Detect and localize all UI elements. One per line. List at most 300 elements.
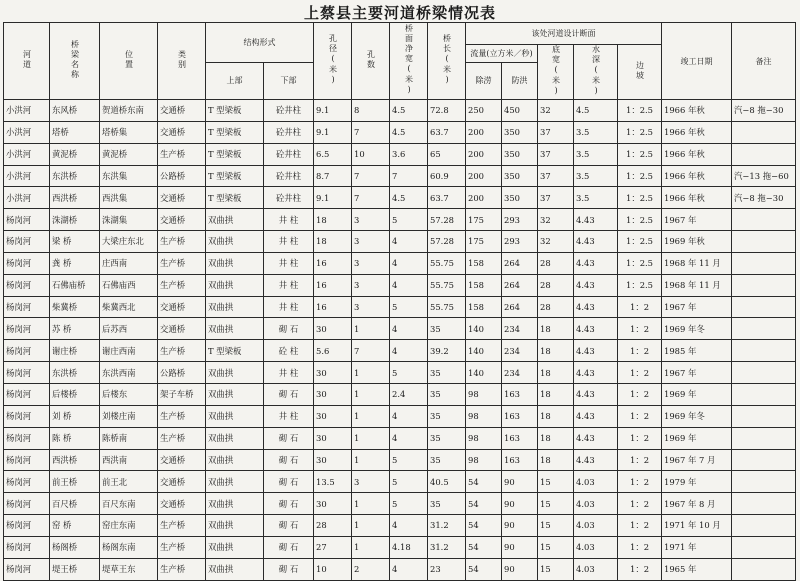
cell-drainage: 175 bbox=[466, 209, 502, 231]
cell-completion-date: 1969 年冬 bbox=[662, 405, 732, 427]
cell-lower: 井 柱 bbox=[264, 274, 314, 296]
header-structure: 结构形式 bbox=[206, 23, 314, 63]
cell-span: 16 bbox=[314, 252, 352, 274]
header-flood: 防洪 bbox=[502, 62, 538, 99]
cell-location: 黄泥桥 bbox=[100, 143, 158, 165]
cell-completion-date: 1966 年秋 bbox=[662, 121, 732, 143]
cell-completion-date: 1967 年 bbox=[662, 362, 732, 384]
header-remarks: 备注 bbox=[732, 23, 796, 100]
cell-length: 35 bbox=[428, 427, 466, 449]
cell-slope: 1：2.5 bbox=[618, 274, 662, 296]
header-drainage: 除涝 bbox=[466, 62, 502, 99]
cell-remarks bbox=[732, 405, 796, 427]
cell-completion-date: 1966 年秋 bbox=[662, 165, 732, 187]
cell-bridge-name: 东洪桥 bbox=[50, 362, 100, 384]
cell-drainage: 200 bbox=[466, 187, 502, 209]
cell-flood: 234 bbox=[502, 362, 538, 384]
cell-flood: 350 bbox=[502, 143, 538, 165]
cell-deck-width: 4 bbox=[390, 252, 428, 274]
cell-remarks bbox=[732, 340, 796, 362]
cell-deck-width: 4 bbox=[390, 318, 428, 340]
cell-flood: 293 bbox=[502, 209, 538, 231]
cell-flood: 163 bbox=[502, 427, 538, 449]
cell-upper: 双曲拱 bbox=[206, 427, 264, 449]
cell-length: 55.75 bbox=[428, 252, 466, 274]
cell-remarks bbox=[732, 231, 796, 253]
cell-span: 30 bbox=[314, 405, 352, 427]
cell-water-depth: 3.5 bbox=[574, 143, 618, 165]
cell-river: 杨岗河 bbox=[4, 340, 50, 362]
cell-slope: 1：2.5 bbox=[618, 231, 662, 253]
cell-holes: 7 bbox=[352, 187, 390, 209]
cell-deck-width: 4.5 bbox=[390, 121, 428, 143]
cell-lower: 砌 石 bbox=[264, 558, 314, 580]
cell-upper: T 型梁板 bbox=[206, 143, 264, 165]
cell-deck-width: 5 bbox=[390, 362, 428, 384]
cell-bottom-width: 32 bbox=[538, 100, 574, 122]
cell-span: 30 bbox=[314, 493, 352, 515]
cell-length: 31.2 bbox=[428, 536, 466, 558]
table-row bbox=[4, 471, 796, 493]
cell-lower: 砌 石 bbox=[264, 383, 314, 405]
cell-holes: 8 bbox=[352, 100, 390, 122]
cell-length: 35 bbox=[428, 405, 466, 427]
cell-river: 杨岗河 bbox=[4, 383, 50, 405]
cell-lower: 砌 石 bbox=[264, 471, 314, 493]
cell-water-depth: 4.43 bbox=[574, 383, 618, 405]
cell-slope: 1：2 bbox=[618, 405, 662, 427]
cell-bridge-name: 后楼桥 bbox=[50, 383, 100, 405]
table-row bbox=[4, 100, 796, 122]
cell-bottom-width: 37 bbox=[538, 187, 574, 209]
table-row bbox=[4, 340, 796, 362]
cell-slope: 1：2.5 bbox=[618, 252, 662, 274]
cell-water-depth: 4.43 bbox=[574, 405, 618, 427]
cell-slope: 1：2 bbox=[618, 493, 662, 515]
header-water-depth: 水深(米) bbox=[574, 45, 618, 100]
cell-river: 杨岗河 bbox=[4, 493, 50, 515]
cell-lower: 砼 柱 bbox=[264, 340, 314, 362]
cell-lower: 砼井柱 bbox=[264, 165, 314, 187]
cell-bottom-width: 37 bbox=[538, 165, 574, 187]
cell-bridge-name: 西洪桥 bbox=[50, 449, 100, 471]
cell-lower: 砼井柱 bbox=[264, 187, 314, 209]
cell-slope: 1：2.5 bbox=[618, 187, 662, 209]
header-flow: 流量(立方米／秒) bbox=[466, 45, 538, 63]
cell-river: 小洪河 bbox=[4, 187, 50, 209]
cell-bridge-name: 柴冀桥 bbox=[50, 296, 100, 318]
cell-drainage: 250 bbox=[466, 100, 502, 122]
cell-completion-date: 1966 年秋 bbox=[662, 100, 732, 122]
cell-upper: 双曲拱 bbox=[206, 536, 264, 558]
cell-remarks bbox=[732, 449, 796, 471]
cell-flood: 163 bbox=[502, 449, 538, 471]
bridge-table bbox=[3, 22, 796, 581]
cell-location: 西洪南 bbox=[100, 449, 158, 471]
table-row bbox=[4, 362, 796, 384]
cell-span: 13.5 bbox=[314, 471, 352, 493]
cell-remarks bbox=[732, 209, 796, 231]
cell-length: 57.28 bbox=[428, 209, 466, 231]
cell-deck-width: 4.5 bbox=[390, 187, 428, 209]
cell-bottom-width: 37 bbox=[538, 143, 574, 165]
cell-category: 生产桥 bbox=[158, 143, 206, 165]
cell-category: 交通桥 bbox=[158, 121, 206, 143]
cell-holes: 2 bbox=[352, 558, 390, 580]
table-row bbox=[4, 209, 796, 231]
cell-span: 30 bbox=[314, 427, 352, 449]
cell-location: 洙湖集 bbox=[100, 209, 158, 231]
cell-remarks: 汽−13 拖−60 bbox=[732, 165, 796, 187]
cell-water-depth: 4.43 bbox=[574, 252, 618, 274]
cell-upper: 双曲拱 bbox=[206, 405, 264, 427]
cell-holes: 3 bbox=[352, 252, 390, 274]
cell-completion-date: 1967 年 bbox=[662, 296, 732, 318]
cell-holes: 10 bbox=[352, 143, 390, 165]
cell-length: 39.2 bbox=[428, 340, 466, 362]
cell-flood: 234 bbox=[502, 318, 538, 340]
cell-flood: 264 bbox=[502, 296, 538, 318]
cell-category: 交通桥 bbox=[158, 471, 206, 493]
cell-flood: 350 bbox=[502, 121, 538, 143]
cell-flood: 90 bbox=[502, 471, 538, 493]
cell-drainage: 158 bbox=[466, 252, 502, 274]
cell-upper: 双曲拱 bbox=[206, 318, 264, 340]
cell-slope: 1：2 bbox=[618, 471, 662, 493]
cell-length: 23 bbox=[428, 558, 466, 580]
cell-deck-width: 4.5 bbox=[390, 100, 428, 122]
table-row bbox=[4, 405, 796, 427]
cell-location: 堤草王东 bbox=[100, 558, 158, 580]
cell-water-depth: 4.43 bbox=[574, 274, 618, 296]
cell-bridge-name: 谢庄桥 bbox=[50, 340, 100, 362]
header-completion-date: 竣工日期 bbox=[662, 23, 732, 100]
cell-river: 杨岗河 bbox=[4, 362, 50, 384]
cell-holes: 3 bbox=[352, 296, 390, 318]
cell-bridge-name: 百尺桥 bbox=[50, 493, 100, 515]
cell-water-depth: 4.43 bbox=[574, 231, 618, 253]
cell-upper: 双曲拱 bbox=[206, 515, 264, 537]
cell-holes: 3 bbox=[352, 274, 390, 296]
table-row bbox=[4, 274, 796, 296]
cell-drainage: 158 bbox=[466, 296, 502, 318]
cell-water-depth: 4.43 bbox=[574, 340, 618, 362]
cell-lower: 砌 石 bbox=[264, 536, 314, 558]
header-bottom-width: 底宽(米) bbox=[538, 45, 574, 100]
cell-deck-width: 5 bbox=[390, 471, 428, 493]
cell-location: 石佛庙西 bbox=[100, 274, 158, 296]
header-bridge-name: 桥梁名称 bbox=[50, 23, 100, 100]
cell-bottom-width: 18 bbox=[538, 340, 574, 362]
cell-water-depth: 4.03 bbox=[574, 515, 618, 537]
cell-location: 后苏西 bbox=[100, 318, 158, 340]
cell-completion-date: 1968 年 11 月 bbox=[662, 274, 732, 296]
table-row bbox=[4, 493, 796, 515]
table-row bbox=[4, 515, 796, 537]
header-river: 河道 bbox=[4, 23, 50, 100]
cell-bridge-name: 窑 桥 bbox=[50, 515, 100, 537]
cell-completion-date: 1979 年 bbox=[662, 471, 732, 493]
cell-slope: 1：2.5 bbox=[618, 121, 662, 143]
cell-river: 杨岗河 bbox=[4, 449, 50, 471]
cell-upper: T 型梁板 bbox=[206, 340, 264, 362]
cell-deck-width: 4 bbox=[390, 515, 428, 537]
cell-bottom-width: 18 bbox=[538, 362, 574, 384]
cell-category: 交通桥 bbox=[158, 100, 206, 122]
cell-length: 40.5 bbox=[428, 471, 466, 493]
cell-deck-width: 4 bbox=[390, 274, 428, 296]
cell-category: 交通桥 bbox=[158, 493, 206, 515]
cell-flood: 350 bbox=[502, 165, 538, 187]
cell-deck-width: 4 bbox=[390, 405, 428, 427]
cell-span: 30 bbox=[314, 318, 352, 340]
cell-category: 生产桥 bbox=[158, 405, 206, 427]
table-row bbox=[4, 318, 796, 340]
cell-drainage: 175 bbox=[466, 231, 502, 253]
cell-lower: 砌 石 bbox=[264, 318, 314, 340]
cell-bottom-width: 18 bbox=[538, 449, 574, 471]
cell-span: 16 bbox=[314, 296, 352, 318]
cell-lower: 砌 石 bbox=[264, 515, 314, 537]
cell-river: 杨岗河 bbox=[4, 536, 50, 558]
cell-remarks bbox=[732, 427, 796, 449]
cell-bottom-width: 28 bbox=[538, 274, 574, 296]
cell-holes: 1 bbox=[352, 362, 390, 384]
cell-length: 63.7 bbox=[428, 121, 466, 143]
cell-length: 55.75 bbox=[428, 296, 466, 318]
cell-bridge-name: 苏 桥 bbox=[50, 318, 100, 340]
cell-length: 72.8 bbox=[428, 100, 466, 122]
cell-upper: 双曲拱 bbox=[206, 558, 264, 580]
cell-location: 谢庄西南 bbox=[100, 340, 158, 362]
cell-length: 35 bbox=[428, 383, 466, 405]
cell-flood: 264 bbox=[502, 274, 538, 296]
cell-holes: 3 bbox=[352, 471, 390, 493]
cell-location: 贺道桥东南 bbox=[100, 100, 158, 122]
cell-lower: 井 柱 bbox=[264, 296, 314, 318]
cell-category: 生产桥 bbox=[158, 340, 206, 362]
cell-drainage: 54 bbox=[466, 536, 502, 558]
cell-remarks: 汽−8 拖−30 bbox=[732, 187, 796, 209]
cell-deck-width: 4 bbox=[390, 231, 428, 253]
cell-span: 28 bbox=[314, 515, 352, 537]
cell-completion-date: 1971 年 bbox=[662, 536, 732, 558]
cell-slope: 1：2.5 bbox=[618, 165, 662, 187]
cell-completion-date: 1966 年秋 bbox=[662, 187, 732, 209]
cell-completion-date: 1967 年 bbox=[662, 209, 732, 231]
cell-category: 生产桥 bbox=[158, 231, 206, 253]
cell-water-depth: 4.03 bbox=[574, 558, 618, 580]
cell-water-depth: 4.03 bbox=[574, 536, 618, 558]
cell-bridge-name: 石佛庙桥 bbox=[50, 274, 100, 296]
cell-location: 大梁庄东北 bbox=[100, 231, 158, 253]
table-row bbox=[4, 427, 796, 449]
cell-span: 6.5 bbox=[314, 143, 352, 165]
cell-flood: 90 bbox=[502, 493, 538, 515]
cell-river: 杨岗河 bbox=[4, 252, 50, 274]
cell-length: 35 bbox=[428, 318, 466, 340]
cell-water-depth: 4.43 bbox=[574, 318, 618, 340]
cell-remarks bbox=[732, 252, 796, 274]
cell-lower: 砌 石 bbox=[264, 449, 314, 471]
cell-length: 63.7 bbox=[428, 187, 466, 209]
cell-completion-date: 1966 年秋 bbox=[662, 143, 732, 165]
header-deck-width: 桥面净宽(米) bbox=[390, 23, 428, 100]
cell-category: 公路桥 bbox=[158, 362, 206, 384]
cell-remarks bbox=[732, 515, 796, 537]
cell-upper: 双曲拱 bbox=[206, 209, 264, 231]
cell-flood: 350 bbox=[502, 187, 538, 209]
cell-length: 35 bbox=[428, 493, 466, 515]
cell-water-depth: 4.43 bbox=[574, 209, 618, 231]
cell-remarks bbox=[732, 121, 796, 143]
cell-location: 柴冀西北 bbox=[100, 296, 158, 318]
cell-bridge-name: 陈 桥 bbox=[50, 427, 100, 449]
cell-span: 10 bbox=[314, 558, 352, 580]
cell-remarks bbox=[732, 558, 796, 580]
cell-holes: 1 bbox=[352, 318, 390, 340]
cell-category: 生产桥 bbox=[158, 536, 206, 558]
table-row bbox=[4, 121, 796, 143]
cell-slope: 1：2 bbox=[618, 340, 662, 362]
cell-drainage: 158 bbox=[466, 274, 502, 296]
cell-slope: 1：2 bbox=[618, 515, 662, 537]
cell-upper: 双曲拱 bbox=[206, 493, 264, 515]
cell-holes: 1 bbox=[352, 449, 390, 471]
cell-upper: 双曲拱 bbox=[206, 471, 264, 493]
cell-location: 庄西南 bbox=[100, 252, 158, 274]
cell-remarks bbox=[732, 471, 796, 493]
cell-span: 9.1 bbox=[314, 121, 352, 143]
cell-upper: 双曲拱 bbox=[206, 362, 264, 384]
cell-location: 窑庄东南 bbox=[100, 515, 158, 537]
cell-river: 杨岗河 bbox=[4, 209, 50, 231]
cell-bridge-name: 龚 桥 bbox=[50, 252, 100, 274]
cell-bottom-width: 28 bbox=[538, 296, 574, 318]
table-body bbox=[4, 100, 796, 581]
cell-deck-width: 4 bbox=[390, 340, 428, 362]
cell-lower: 井 柱 bbox=[264, 252, 314, 274]
cell-remarks bbox=[732, 143, 796, 165]
cell-location: 塔桥集 bbox=[100, 121, 158, 143]
cell-holes: 1 bbox=[352, 515, 390, 537]
cell-bridge-name: 洙湖桥 bbox=[50, 209, 100, 231]
cell-water-depth: 4.43 bbox=[574, 427, 618, 449]
header-length: 桥长(米) bbox=[428, 23, 466, 100]
cell-length: 60.9 bbox=[428, 165, 466, 187]
cell-flood: 90 bbox=[502, 536, 538, 558]
cell-slope: 1：2.5 bbox=[618, 209, 662, 231]
cell-length: 57.28 bbox=[428, 231, 466, 253]
table-row bbox=[4, 296, 796, 318]
cell-flood: 90 bbox=[502, 558, 538, 580]
cell-river: 小洪河 bbox=[4, 121, 50, 143]
cell-flood: 90 bbox=[502, 515, 538, 537]
cell-location: 东洪西南 bbox=[100, 362, 158, 384]
cell-bottom-width: 18 bbox=[538, 383, 574, 405]
cell-water-depth: 4.03 bbox=[574, 493, 618, 515]
cell-river: 杨岗河 bbox=[4, 274, 50, 296]
cell-bottom-width: 32 bbox=[538, 209, 574, 231]
cell-lower: 砼井柱 bbox=[264, 143, 314, 165]
table-title: 上蔡县主要河道桥梁情况表 bbox=[303, 4, 496, 22]
cell-holes: 1 bbox=[352, 493, 390, 515]
cell-bottom-width: 28 bbox=[538, 252, 574, 274]
cell-span: 30 bbox=[314, 449, 352, 471]
cell-holes: 1 bbox=[352, 405, 390, 427]
cell-upper: 双曲拱 bbox=[206, 383, 264, 405]
cell-lower: 井 柱 bbox=[264, 231, 314, 253]
cell-bottom-width: 37 bbox=[538, 121, 574, 143]
cell-remarks bbox=[732, 296, 796, 318]
cell-category: 生产桥 bbox=[158, 427, 206, 449]
cell-water-depth: 4.5 bbox=[574, 100, 618, 122]
cell-river: 小洪河 bbox=[4, 100, 50, 122]
cell-bottom-width: 32 bbox=[538, 231, 574, 253]
cell-remarks bbox=[732, 536, 796, 558]
cell-upper: 双曲拱 bbox=[206, 252, 264, 274]
cell-remarks bbox=[732, 383, 796, 405]
cell-deck-width: 2.4 bbox=[390, 383, 428, 405]
cell-upper: T 型梁板 bbox=[206, 187, 264, 209]
cell-deck-width: 5 bbox=[390, 209, 428, 231]
cell-river: 杨岗河 bbox=[4, 427, 50, 449]
cell-category: 生产桥 bbox=[158, 515, 206, 537]
cell-location: 杨阁东南 bbox=[100, 536, 158, 558]
cell-lower: 砼井柱 bbox=[264, 121, 314, 143]
cell-span: 30 bbox=[314, 362, 352, 384]
cell-slope: 1：2 bbox=[618, 536, 662, 558]
cell-location: 前王北 bbox=[100, 471, 158, 493]
cell-lower: 井 柱 bbox=[264, 209, 314, 231]
cell-river: 杨岗河 bbox=[4, 318, 50, 340]
cell-upper: T 型梁板 bbox=[206, 100, 264, 122]
cell-holes: 3 bbox=[352, 231, 390, 253]
cell-bottom-width: 15 bbox=[538, 493, 574, 515]
cell-length: 35 bbox=[428, 449, 466, 471]
cell-bottom-width: 15 bbox=[538, 471, 574, 493]
cell-length: 65 bbox=[428, 143, 466, 165]
table-row bbox=[4, 383, 796, 405]
cell-lower: 砌 石 bbox=[264, 493, 314, 515]
cell-bridge-name: 西洪桥 bbox=[50, 187, 100, 209]
cell-slope: 1：2 bbox=[618, 449, 662, 471]
cell-holes: 7 bbox=[352, 165, 390, 187]
cell-span: 5.6 bbox=[314, 340, 352, 362]
cell-water-depth: 4.03 bbox=[574, 471, 618, 493]
cell-remarks bbox=[732, 362, 796, 384]
header-location: 位置 bbox=[100, 23, 158, 100]
cell-lower: 砌 石 bbox=[264, 427, 314, 449]
cell-deck-width: 5 bbox=[390, 449, 428, 471]
cell-bottom-width: 15 bbox=[538, 536, 574, 558]
cell-remarks bbox=[732, 318, 796, 340]
cell-deck-width: 4 bbox=[390, 427, 428, 449]
cell-category: 生产桥 bbox=[158, 252, 206, 274]
cell-location: 百尺东南 bbox=[100, 493, 158, 515]
cell-flood: 264 bbox=[502, 252, 538, 274]
cell-water-depth: 4.43 bbox=[574, 362, 618, 384]
cell-holes: 1 bbox=[352, 536, 390, 558]
cell-drainage: 140 bbox=[466, 318, 502, 340]
cell-drainage: 54 bbox=[466, 558, 502, 580]
cell-drainage: 200 bbox=[466, 121, 502, 143]
cell-bridge-name: 东洪桥 bbox=[50, 165, 100, 187]
table-row bbox=[4, 231, 796, 253]
table-row bbox=[4, 165, 796, 187]
cell-river: 杨岗河 bbox=[4, 471, 50, 493]
cell-drainage: 98 bbox=[466, 405, 502, 427]
